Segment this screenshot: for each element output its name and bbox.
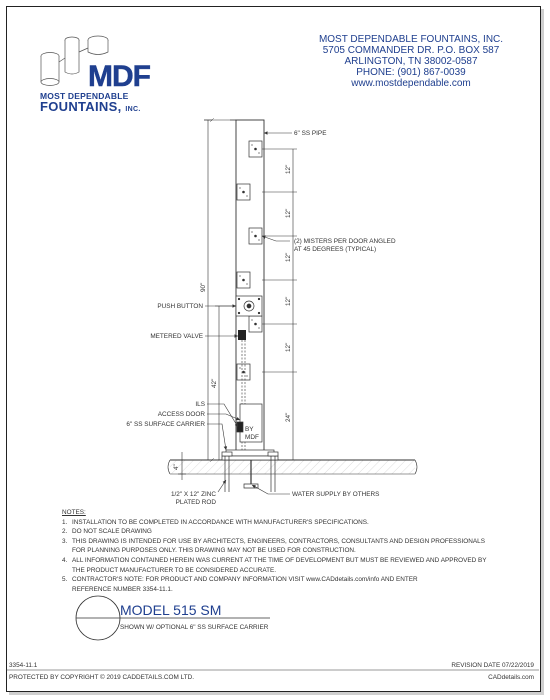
note-item: 3. THIS DRAWING IS INTENDED FOR USE BY ARCHITECTS, ENGINEERS, CONTRACTORS, CONSULTANTS AND DESIGN PROFESSIONALS	[62, 537, 485, 545]
logo-suffix: INC.	[125, 106, 141, 113]
notes-heading: NOTES:	[62, 509, 86, 516]
note-item: THE PRODUCT MANUFACTURER TO BE CONSIDERED ACCURATE.	[72, 566, 277, 574]
company-website: www.mostdependable.com	[351, 78, 471, 89]
note-item: 5. CONTRACTOR'S NOTE: FOR PRODUCT AND COMPANY INFORMATION VISIT www.CADdetails.com/info AND ENTER	[62, 576, 418, 584]
mdf-label: MDF	[245, 434, 259, 441]
callout-rod-2: PLATED ROD	[175, 499, 216, 506]
note-item: REFERENCE NUMBER 3354-11.1.	[72, 585, 173, 593]
note-item: 2. DO NOT SCALE DRAWING	[62, 528, 152, 536]
caddetails-link[interactable]: CADdetails.com	[488, 674, 534, 681]
note-item: 1. INSTALLATION TO BE COMPLETED IN ACCORDANCE WITH MANUFACTURER'S SPECIFICATIONS.	[62, 518, 369, 526]
company-city: ARLINGTON, TN 38002-0587	[344, 56, 478, 67]
logo-line1: MOST DEPENDABLE	[40, 91, 129, 101]
callout-push-button: PUSH BUTTON	[157, 303, 203, 310]
dim-spacing-4: 12"	[285, 296, 292, 306]
callout-surface-carrier: 6" SS SURFACE CARRIER	[126, 421, 205, 428]
dim-slab: 4"	[173, 464, 180, 470]
company-address: 5705 COMMANDER DR. P.O. BOX 587	[322, 45, 500, 56]
logo-mark: MDF	[88, 60, 150, 93]
notes-block	[62, 508, 522, 594]
callout-ils: ILS	[195, 401, 205, 408]
callout-misters-1: (2) MISTERS PER DOOR ANGLED	[294, 238, 396, 245]
callout-access-door: ACCESS DOOR	[157, 411, 205, 418]
company-phone: PHONE: (901) 867-0039	[356, 67, 466, 78]
callout-metered-valve: METERED VALVE	[150, 333, 203, 340]
model-subtitle: SHOWN W/ OPTIONAL 6" SS SURFACE CARRIER	[120, 624, 269, 631]
dim-spacing-5: 12"	[285, 342, 292, 352]
copyright-notice: PROTECTED BY COPYRIGHT © 2019 CADDETAILS.COM LTD.	[9, 674, 194, 681]
callout-misters-2: AT 45 DEGREES (TYPICAL)	[294, 246, 377, 253]
callout-rod-1: 1/2" X 12" ZINC	[170, 491, 216, 498]
model-title: MODEL 515 SM	[120, 602, 222, 618]
dim-bottom: 24"	[285, 412, 292, 422]
note-item: 4. ALL INFORMATION CONTAINED HEREIN WAS CURRENT AT THE TIME OF DEVELOPMENT BUT MUST BE REVIEWED AND APPROVED BY	[62, 556, 487, 564]
concrete-slab	[168, 460, 417, 474]
note-item: FOR PLANNING PURPOSES ONLY. THIS DRAWING MAY NOT BE USED FOR CONSTRUCTION.	[72, 547, 356, 555]
company-name: MOST DEPENDABLE FOUNTAINS, INC.	[318, 34, 504, 45]
by-label: BY	[245, 426, 254, 433]
dim-overall: 90"	[200, 282, 207, 292]
overall-dimension	[204, 120, 236, 460]
reference-number: 3354-11.1	[9, 662, 38, 669]
revision-date: REVISION DATE 07/22/2019	[451, 662, 534, 669]
logo-line2: FOUNTAINS,	[40, 99, 122, 114]
dim-spacing-3: 12"	[285, 252, 292, 262]
dim-spacing-1: 12"	[285, 164, 292, 174]
button-height-dimension	[215, 306, 236, 460]
dim-spacing-2: 12"	[285, 208, 292, 218]
callout-water-supply: WATER SUPPLY BY OTHERS	[292, 491, 380, 498]
dim-button-height: 42"	[211, 378, 218, 388]
push-button-plate	[236, 296, 262, 316]
callout-pipe: 6" SS PIPE	[294, 130, 327, 137]
